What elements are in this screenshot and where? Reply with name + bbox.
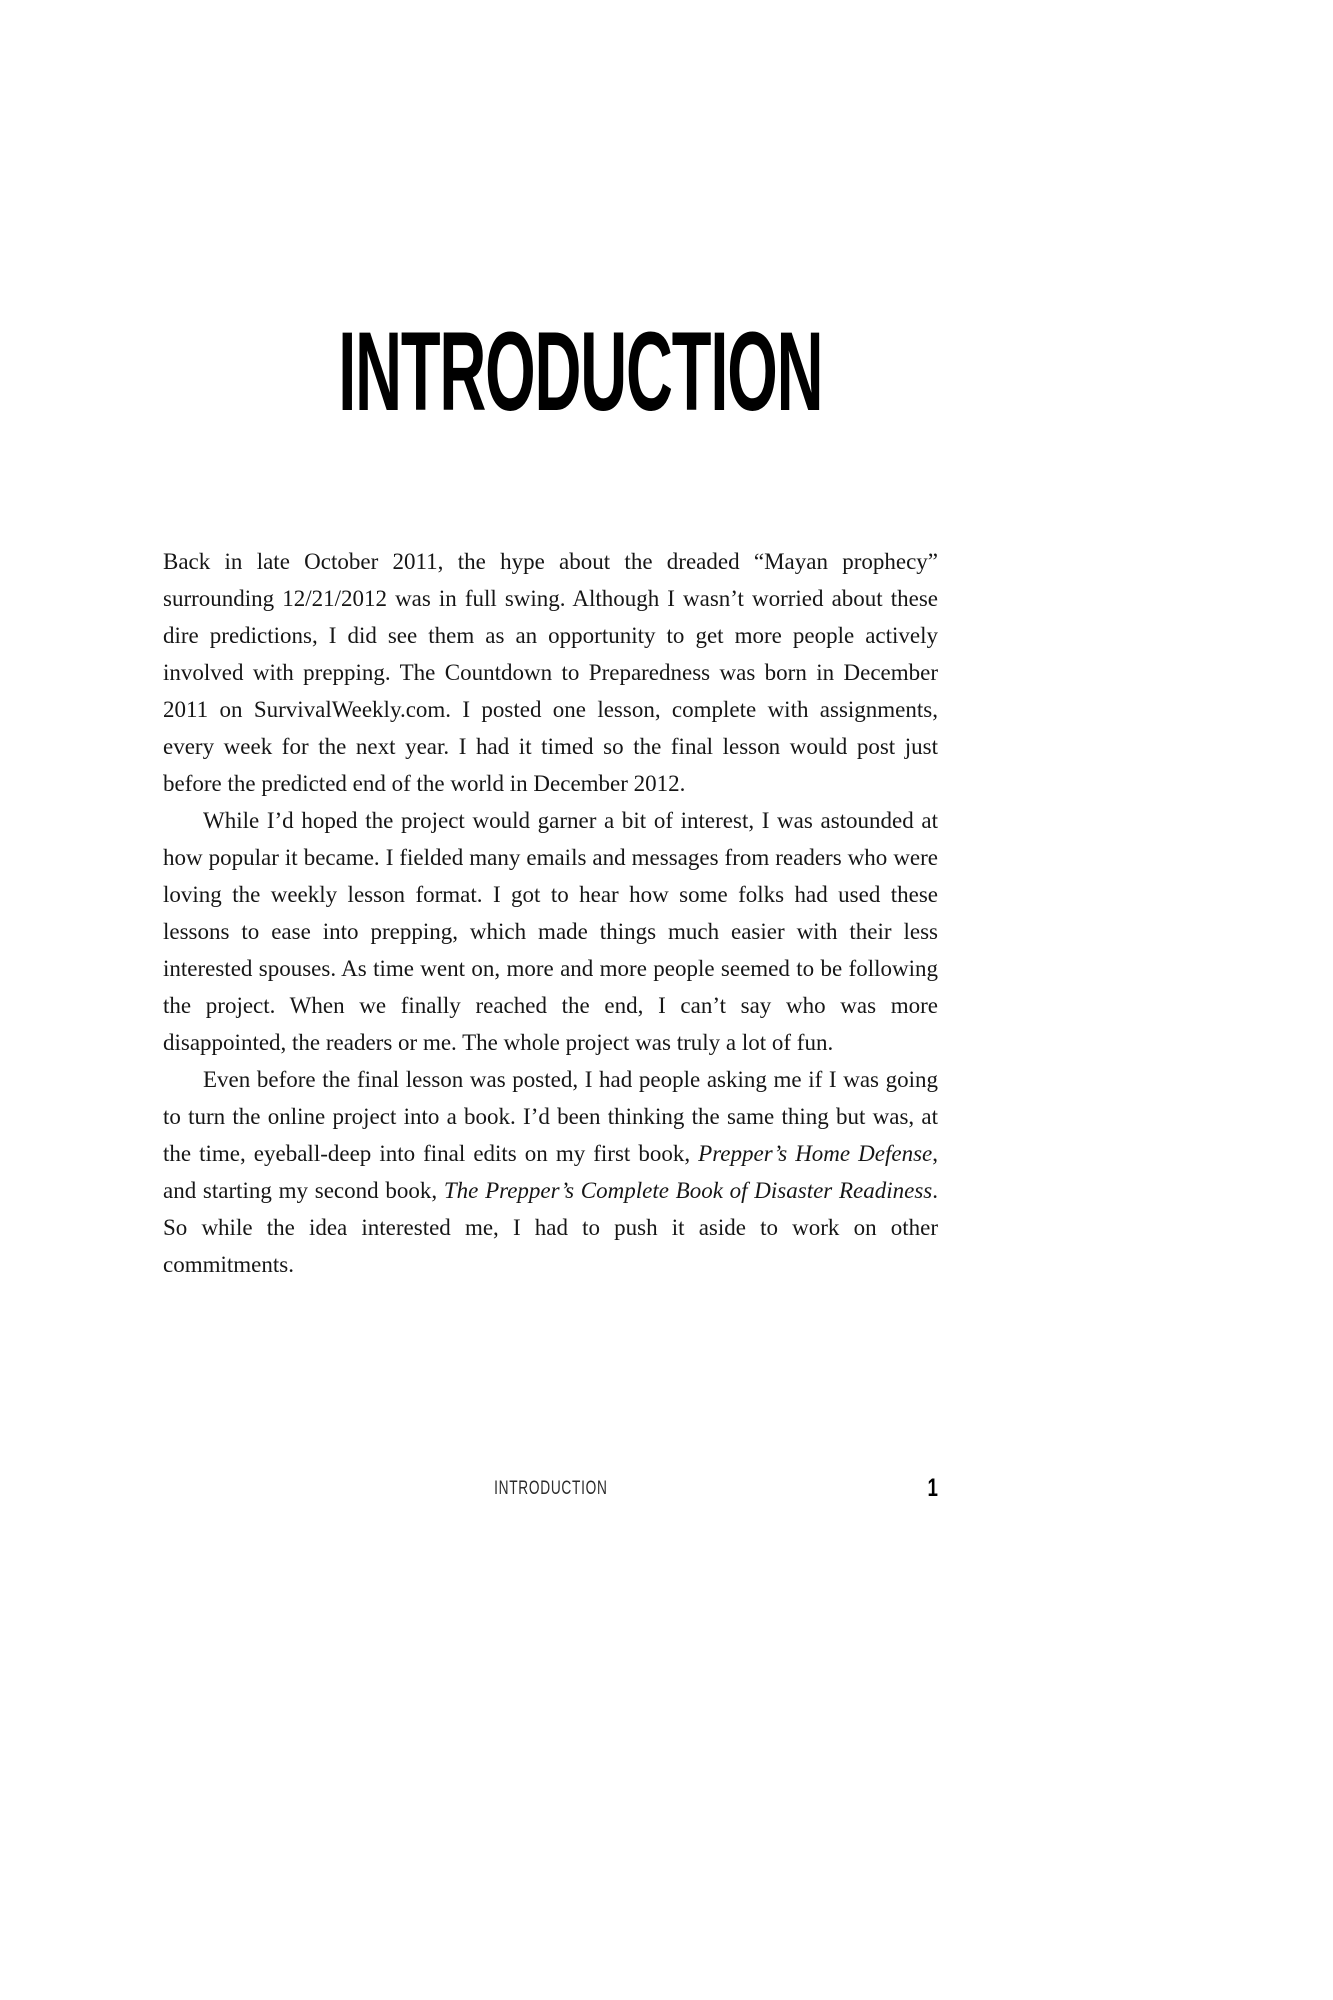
text-run: Back in late October 2011, the hype about the dreaded “Mayan prophecy” surrounding 12/21/2012 was in full swing. Although I wasn’t worried about these dire predictions, I did see them as an opportunity to get more people actively involved with prepping. The Countdown to Preparedness was born in December 2011 on SurvivalWeekly.com. I posted one lesson, complete with assignments, every week for the next year. I had it timed so the final lesson would post just before the predicted end of the world in December 2012. (163, 549, 938, 796)
text-run: , and starting my second book, (163, 1141, 938, 1203)
page-footer (163, 1474, 938, 1502)
text-run: Prepper’s Home Defense (698, 1141, 933, 1166)
running-head: INTRODUCTION (493, 1478, 608, 1499)
text-run: While I’d hoped the project would garner a bit of interest, I was astounded at how popular it became. I fielded many emails and messages from readers who were loving the weekly lesson format. I got to hear how some folks had used these lessons to ease into prepping, which made things much easier with their less interested spouses. As time went on, more and more people seemed to be following the project. When we finally reached the end, I can’t say who was more disappointed, the readers or me. The whole project was truly a lot of fun. (163, 808, 938, 1055)
text-run: Even before the final lesson was posted, I had people asking me if I was going to turn the online project into a book. I’d been thinking the same thing but was, at the time, eyeball-deep into final edits on my first book, (163, 1067, 938, 1166)
chapter-title-text: INTRODUCTION (338, 309, 823, 434)
chapter-title (163, 310, 938, 433)
paragraph-3 (163, 1061, 938, 1283)
body-text-block (163, 543, 938, 1283)
paragraph-2 (163, 802, 938, 1061)
page-number: 1 (927, 1474, 938, 1502)
text-run: . So while the idea interested me, I had to push it aside to work on other commitments. (163, 1178, 938, 1277)
text-run: The Prepper’s Complete Book of Disaster Readiness (443, 1178, 933, 1203)
paragraph-1 (163, 543, 938, 802)
